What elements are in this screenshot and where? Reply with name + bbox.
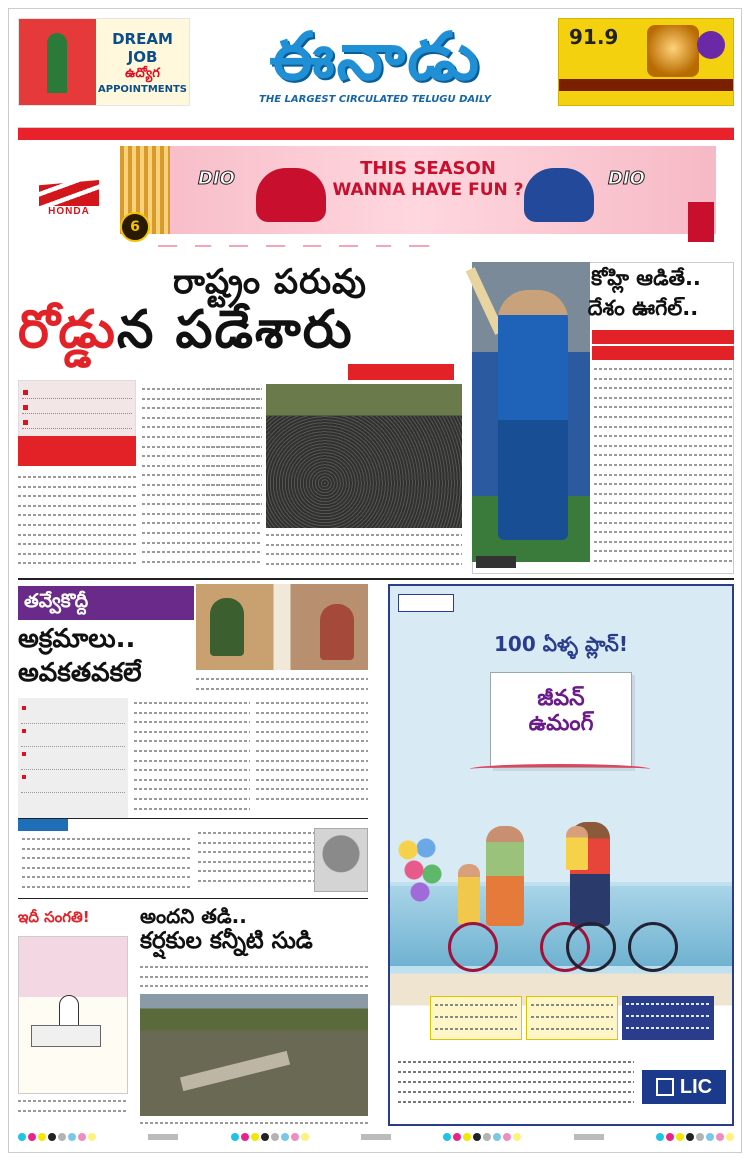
lead-jump-tag[interactable]	[348, 364, 454, 380]
kohli-headline-line1[interactable]: కోహ్లి ఆడితే..	[591, 266, 701, 290]
kohli-headline-line2[interactable]: దేశం ఊగేల్..	[587, 296, 699, 320]
bicycle-wheel	[566, 922, 616, 972]
bullet-item	[22, 384, 132, 399]
color-swatch-dot	[301, 1133, 309, 1141]
lead-body-col1	[18, 472, 136, 568]
newspaper-logo[interactable]	[205, 14, 545, 114]
lead-headline-line2[interactable]	[18, 300, 468, 373]
brief-left[interactable]	[22, 834, 192, 894]
briefs-rule	[18, 818, 368, 819]
ad-headline2: WANNA HAVE FUN ?	[332, 180, 524, 200]
kohli-body	[594, 364, 732, 570]
child-figure	[458, 864, 480, 924]
investigation-body-col2	[256, 698, 368, 814]
lic-plan-headline: 100 ఏళ్ళ ప్లాన్!	[494, 632, 628, 656]
lead-headline-red: రోడ్డు	[18, 300, 117, 360]
ad-line4: APPOINTMENTS	[98, 83, 187, 95]
lic-feature-box	[622, 996, 714, 1040]
product-name-line1: జీవన్	[537, 686, 585, 711]
product-name-line2: ఉమంగ్	[528, 711, 594, 736]
color-swatch-dot	[48, 1133, 56, 1141]
lead-photo-caption	[266, 530, 462, 566]
lic-emblem-icon	[656, 1078, 674, 1096]
color-swatch-dot	[271, 1133, 279, 1141]
color-swatch-set	[443, 1133, 521, 1141]
bicycle-wheel	[448, 922, 498, 972]
color-swatch-dot	[726, 1133, 734, 1141]
temple-image	[647, 25, 699, 77]
gray-bar	[148, 1134, 178, 1140]
lead-headline-rest: న పడేశారు	[116, 300, 354, 360]
honda-brand: HONDA	[48, 206, 90, 217]
investigation-kicker[interactable]: తవ్వేకొద్దీ	[18, 586, 194, 620]
product-kicker	[491, 679, 631, 686]
newspaper-name: ఈనాడు	[269, 18, 481, 95]
person-1	[210, 598, 244, 656]
investigation-headline-line2[interactable]: అవకతవకలే	[18, 658, 142, 688]
color-swatch-dot	[38, 1133, 46, 1141]
dio-logo-left: DIO	[198, 168, 235, 189]
fm-radio-ad[interactable]	[558, 18, 734, 106]
brief-portrait[interactable]	[314, 828, 368, 892]
lic-product-card	[490, 672, 632, 768]
lead-body-col3	[206, 384, 262, 524]
investigation-photo[interactable]	[196, 584, 368, 670]
bullet-item	[21, 701, 125, 724]
color-swatch-dot	[251, 1133, 259, 1141]
color-swatch-dot	[493, 1133, 501, 1141]
investigation-headline-line1[interactable]: అక్రమాలు..	[18, 624, 136, 654]
bullet-item	[21, 747, 125, 770]
lic-ad[interactable]	[388, 584, 734, 1126]
cartoon-bed	[31, 1025, 101, 1047]
cartoon-caption	[18, 1096, 128, 1124]
color-swatch-dot	[78, 1133, 86, 1141]
scooter-red-image	[256, 168, 326, 222]
balloons-image	[396, 836, 442, 906]
color-swatch-dot	[231, 1133, 239, 1141]
newspaper-tagline: THE LARGEST CIRCULATED TELUGU DAILY	[259, 94, 491, 105]
brief-right[interactable]	[198, 828, 314, 894]
person-2	[320, 604, 354, 660]
lic-top-logo	[398, 594, 454, 612]
color-swatch-set	[231, 1133, 309, 1141]
lic-feature-box	[526, 996, 618, 1040]
lower-rule	[18, 898, 368, 899]
color-swatch-dot	[686, 1133, 694, 1141]
bullet-item	[21, 770, 125, 793]
cartoon-panel[interactable]	[18, 936, 128, 1094]
color-swatch-dot	[291, 1133, 299, 1141]
lead-callout	[18, 436, 136, 466]
editions-strip	[18, 128, 734, 140]
lic-brand: LIC	[679, 1075, 713, 1098]
ad-figure	[19, 19, 96, 105]
lic-logo	[642, 1070, 726, 1104]
bullet-item	[21, 724, 125, 747]
investigation-caption	[196, 674, 368, 696]
scooter-blue-image	[524, 168, 594, 222]
kohli-strap1	[592, 330, 734, 344]
registration-marks	[18, 1132, 734, 1142]
gray-bar	[574, 1134, 604, 1140]
years-badge: 6	[120, 212, 150, 242]
investigation-body-col1	[134, 698, 250, 814]
dateline	[18, 114, 734, 128]
ribbon	[470, 764, 650, 774]
color-swatch-dot	[281, 1133, 289, 1141]
bullet-item	[22, 414, 132, 429]
dio-logo-right: DIO	[608, 168, 645, 189]
honda-wing-icon	[39, 180, 99, 206]
child-figure	[566, 826, 588, 870]
color-swatch-dot	[483, 1133, 491, 1141]
color-swatch-set	[18, 1133, 96, 1141]
lead-headline-line1[interactable]: రాష్ట్రం పరువు	[173, 262, 367, 302]
color-swatch-dot	[656, 1133, 664, 1141]
honda-dio-ad[interactable]	[18, 146, 734, 256]
color-swatch-dot	[463, 1133, 471, 1141]
kohli-photo-tag	[476, 556, 516, 568]
dream-job-ad[interactable]	[18, 18, 190, 106]
fm-strip	[559, 79, 733, 91]
farmers-photo[interactable]	[140, 994, 368, 1116]
lic-description	[410, 798, 716, 820]
ad-line2: JOB	[127, 47, 158, 66]
color-swatch-dot	[513, 1133, 521, 1141]
ad-headline1: THIS SEASON	[360, 158, 496, 179]
farmers-caption	[140, 1118, 368, 1132]
honda-logo	[36, 180, 102, 217]
bicycle-wheel	[628, 922, 678, 972]
farmers-intro	[140, 962, 368, 992]
color-swatch-dot	[443, 1133, 451, 1141]
color-swatch-dot	[28, 1133, 36, 1141]
color-swatch-dot	[241, 1133, 249, 1141]
color-swatch-dot	[473, 1133, 481, 1141]
lic-feature-box	[430, 996, 522, 1040]
color-swatch-dot	[666, 1133, 674, 1141]
section-rule	[18, 578, 734, 580]
ad-line3: ఉద్యోగ	[125, 65, 160, 81]
briefs-tag	[18, 819, 68, 831]
color-swatch-dot	[696, 1133, 704, 1141]
color-swatch-dot	[716, 1133, 724, 1141]
mother-figure	[486, 826, 524, 926]
gray-bar	[361, 1134, 391, 1140]
color-swatch-dot	[18, 1133, 26, 1141]
farmers-headline-line2[interactable]: కర్షకుల కన్నీటి సుడి	[140, 928, 313, 954]
color-swatch-dot	[676, 1133, 684, 1141]
station-badge-icon	[697, 31, 725, 59]
color-swatch-dot	[88, 1133, 96, 1141]
investigation-bullets	[18, 698, 128, 818]
cartoon-wall	[19, 937, 127, 997]
fm-frequency: 91.9	[569, 25, 619, 49]
color-swatch-dot	[68, 1133, 76, 1141]
kohli-figure	[498, 290, 568, 540]
farmers-headline-line1[interactable]: అందని తడి..	[140, 904, 247, 928]
lead-photo-road[interactable]	[266, 384, 462, 528]
color-swatch-dot	[58, 1133, 66, 1141]
color-swatch-dot	[261, 1133, 269, 1141]
bullet-item	[22, 399, 132, 414]
ad-red-badge	[688, 202, 714, 242]
color-swatch-dot	[706, 1133, 714, 1141]
ad-line1: DREAM	[112, 29, 173, 48]
color-swatch-dot	[503, 1133, 511, 1141]
offers-row	[158, 234, 688, 250]
cartoon-title[interactable]: ఇదీ సంగతి!	[18, 908, 90, 926]
kohli-strap2	[592, 346, 734, 360]
lic-fineprint	[398, 1056, 634, 1116]
color-swatch-dot	[453, 1133, 461, 1141]
color-swatch-set	[656, 1133, 734, 1141]
